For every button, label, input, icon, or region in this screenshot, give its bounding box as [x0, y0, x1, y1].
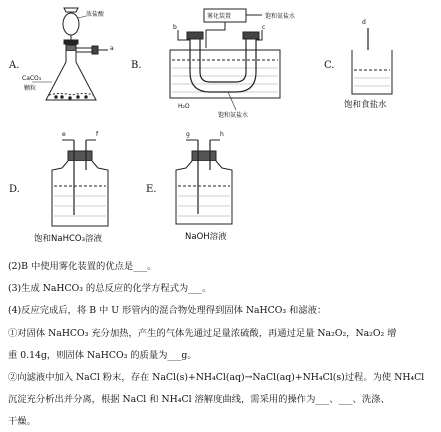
- port-b-label: b: [173, 24, 177, 31]
- question-2: (2)B 中使用雾化装置的优点是___。: [8, 261, 157, 272]
- question-4-part1-line2: 重 0.14g，则固体 NaHCO₃ 的质量为___g。: [8, 350, 197, 361]
- funnel-acid-label: 浓盐酸: [86, 11, 105, 18]
- feed-solution-label: 饱和氨盐水: [265, 13, 296, 20]
- bottle-d-caption: 饱和NaHCO₃溶液: [34, 234, 102, 244]
- option-d-label: D.: [9, 184, 20, 195]
- outlet-a-label: a: [110, 45, 114, 52]
- port-h-label: h: [220, 131, 224, 138]
- question-4-part2-line2: 沉淀充分析出并分离，根据 NaCl 和 NH₄Cl 溶解度曲线，需采用的操作为___、___、洗涤、: [8, 394, 390, 405]
- water-label: H₂O: [178, 103, 190, 110]
- atomizer-device-label: 雾化装置: [207, 13, 232, 20]
- port-e-label: e: [62, 131, 66, 138]
- apparatus-e-drawing: [176, 140, 232, 224]
- port-f-label: f: [96, 131, 99, 138]
- question-4-part2-line1: ②向滤液中加入 NaCl 粉末，存在 NaCl(s)+NH₄Cl(aq)→NaCl(aq)+NH₄Cl(s)过程。为使 NH₄Cl: [8, 372, 425, 383]
- question-4: (4)反应完成后，将 B 中 U 形管内的混合物处理得到固体 NaHCO₃ 和滤液：: [8, 305, 327, 316]
- option-e-label: E.: [146, 184, 157, 195]
- apparatus-a-drawing: [32, 8, 108, 100]
- option-a-label: A.: [9, 60, 20, 71]
- option-c-label: C.: [324, 60, 335, 71]
- option-b-label: B.: [131, 60, 142, 71]
- apparatus-d-drawing: [52, 140, 108, 226]
- beaker-caption: 饱和食盐水: [344, 100, 387, 110]
- port-g-label: g: [186, 131, 190, 138]
- tube-solution-label: 饱和氨盐水: [218, 112, 249, 119]
- bottle-e-caption: NaOH溶液: [185, 232, 227, 242]
- apparatus-c-drawing: [352, 28, 392, 94]
- question-3: (3)生成 NaHCO₃ 的总反应的化学方程式为___。: [8, 283, 212, 294]
- port-d-label: d: [362, 19, 366, 26]
- question-4-part2-line3: 干燥。: [8, 416, 36, 427]
- flask-granule-label: 颗粒: [24, 85, 37, 92]
- port-c-label: c: [262, 24, 266, 31]
- flask-caco3-label: CaCO₃: [22, 75, 42, 82]
- question-4-part1-line1: ①对固体 NaHCO₃ 充分加热，产生的气体先通过足量浓硫酸，再通过足量 Na₂O₂，Na₂O₂ 增: [8, 328, 397, 339]
